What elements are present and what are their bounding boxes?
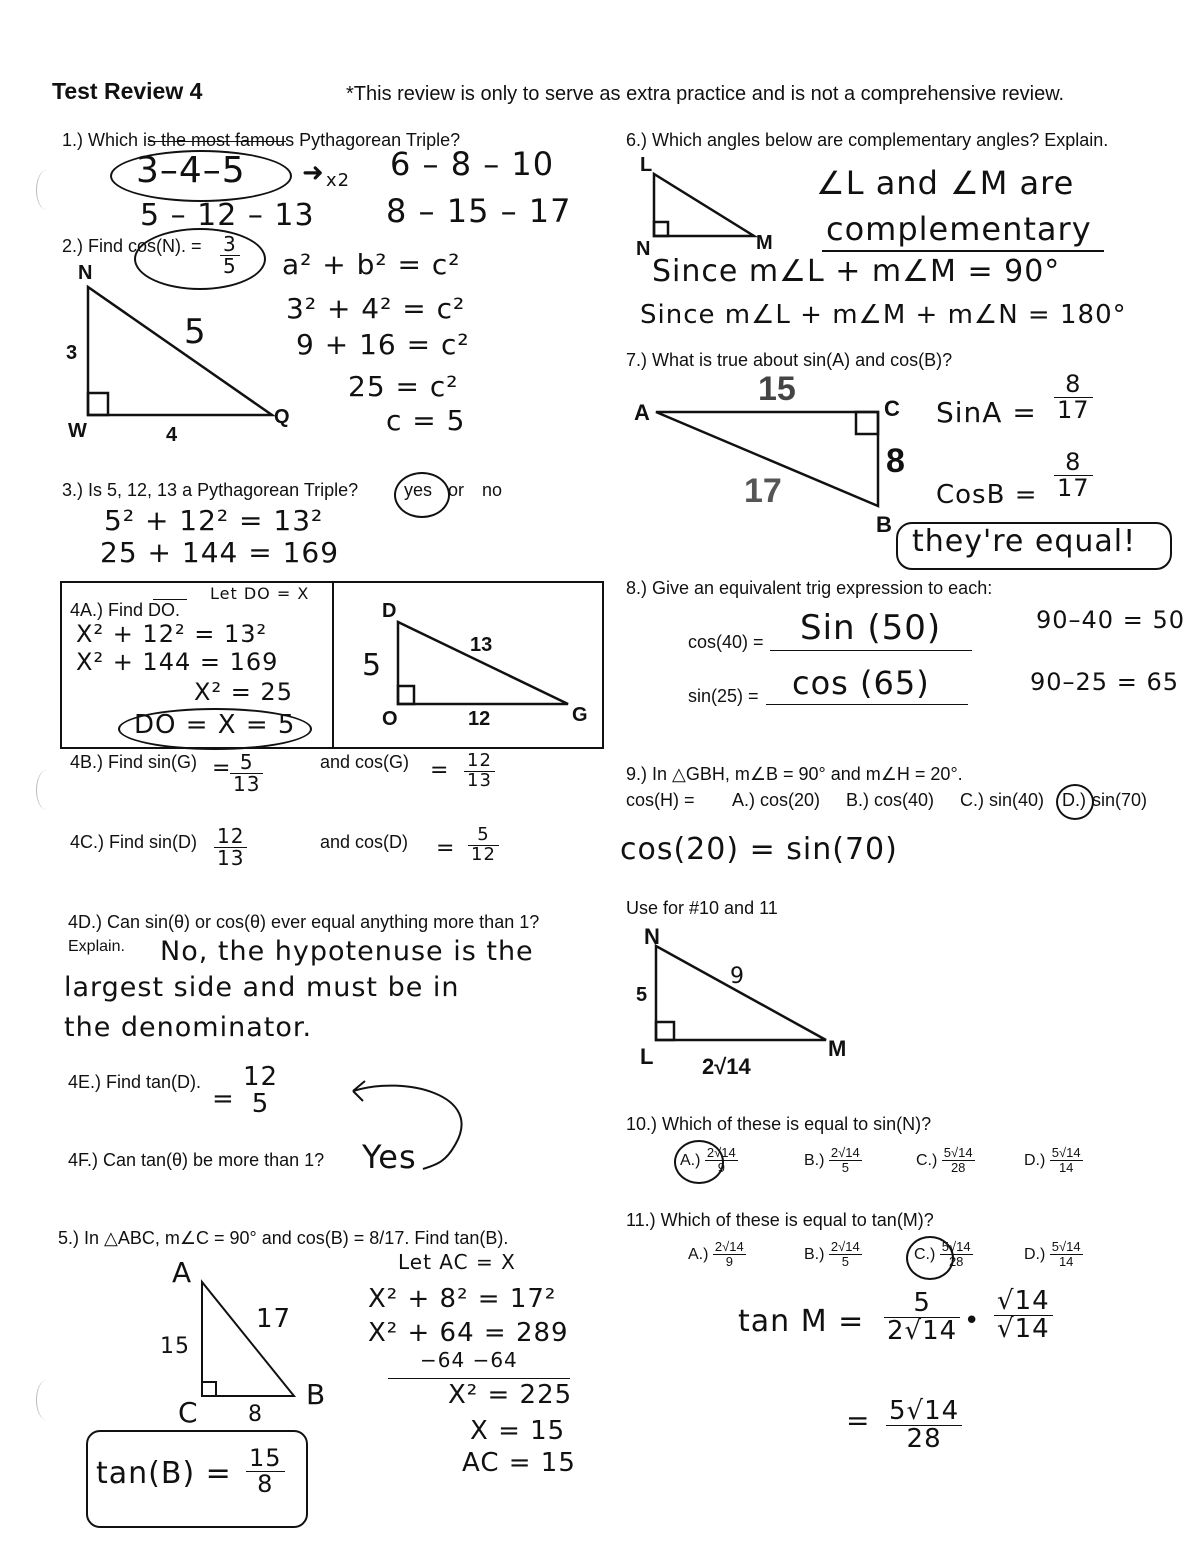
q9-prompt: cos(H) = bbox=[626, 790, 695, 810]
q5-work-2: X² + 64 = 289 bbox=[368, 1318, 569, 1348]
q5-answer-frac: $\frac{15}{8}$ bbox=[246, 1446, 285, 1497]
q5-label-a: A bbox=[172, 1256, 193, 1289]
nlm-side-nl: 5 bbox=[636, 984, 648, 1006]
use-for-label: Use for #10 and 11 bbox=[626, 898, 778, 918]
q4c-cos-label: and cos(D) bbox=[320, 832, 409, 852]
q9-choice-a: A.) cos(20) bbox=[732, 790, 821, 810]
q1-answer: 3–4–5 bbox=[136, 150, 246, 191]
q3-work-2: 25 + 144 = 169 bbox=[100, 536, 340, 569]
q4a-side-og: 12 bbox=[468, 708, 491, 730]
q7-label-a: A bbox=[634, 400, 650, 425]
nlm-side-lm: 2√14 bbox=[702, 1054, 751, 1079]
q5-let: Let AC = X bbox=[398, 1250, 516, 1274]
nlm-label-m: M bbox=[828, 1036, 847, 1061]
q4b-cos-answer: $\frac{12}{13}$ bbox=[464, 752, 495, 791]
q2-question: 2.) Find cos(N). = bbox=[62, 236, 202, 256]
nlm-triangle bbox=[640, 930, 860, 1060]
q11-question: 11.) Which of these is equal to tan(M)? bbox=[626, 1210, 934, 1230]
q5-label-b: B bbox=[306, 1378, 327, 1411]
q4f-answer: Yes bbox=[362, 1138, 417, 1176]
q4e-question: 4E.) Find tan(D). bbox=[68, 1072, 202, 1092]
q11-choice-a: A.) $\frac{2√14}{9}$ bbox=[688, 1239, 744, 1270]
q2-work-1: a² + b² = c² bbox=[282, 248, 461, 281]
q5-hyp: 17 bbox=[256, 1304, 292, 1334]
q9-work: cos(20) = sin(70) bbox=[620, 832, 898, 867]
q9-choice-d-letter: D.) bbox=[1062, 790, 1086, 810]
q10-choice-b: B.) $\frac{2√14}{5}$ bbox=[804, 1145, 860, 1176]
q5-answer-pre: tan(B) = bbox=[96, 1456, 232, 1491]
binder-hole bbox=[36, 770, 57, 810]
q5-work-3: −64 −64 bbox=[420, 1348, 518, 1372]
q8-row2-label: sin(25) = bbox=[688, 686, 759, 706]
q7-hyp: 17 bbox=[744, 472, 782, 510]
q3-work-1: 5² + 12² = 13² bbox=[104, 504, 324, 537]
q6-answer-line1: ∠L and ∠M are bbox=[816, 164, 1075, 202]
q9-choice-c: C.) sin(40) bbox=[960, 790, 1045, 810]
q10-choice-d: D.) $\frac{5√14}{14}$ bbox=[1024, 1145, 1081, 1176]
q4a-label-d: D bbox=[382, 600, 397, 622]
q4d-answer-line2: largest side and must be in bbox=[64, 972, 460, 1003]
q11-work-eq: = bbox=[846, 1404, 871, 1437]
q8-row1-answer: Sin (50) bbox=[800, 608, 942, 648]
q1-triple2: 6 – 8 – 10 bbox=[390, 145, 555, 183]
q6-label-n: N bbox=[636, 238, 651, 260]
q4a-divider bbox=[332, 581, 334, 747]
q5-side-cb: 8 bbox=[248, 1402, 263, 1427]
q3-question: 3.) Is 5, 12, 13 a Pythagorean Triple? bbox=[62, 480, 359, 500]
q4d-answer-line3: the denominator. bbox=[64, 1012, 313, 1043]
q4f-question: 4F.) Can tan(θ) be more than 1? bbox=[68, 1150, 325, 1170]
binder-hole bbox=[36, 170, 57, 210]
q6-answer-underline bbox=[822, 250, 1104, 252]
q4e-pre: = bbox=[212, 1084, 235, 1114]
q5-question: 5.) In △ABC, m∠C = 90° and cos(B) = 8/17. Find tan(B). bbox=[58, 1228, 509, 1248]
q9-choice-d-text: sin(70) bbox=[1092, 790, 1148, 810]
q6-answer-line3: Since m∠L + m∠M = 90° bbox=[652, 254, 1061, 289]
q4a-label-g: G bbox=[572, 704, 588, 726]
nlm-label-n: N bbox=[644, 924, 660, 949]
q4a-let: Let DO = X bbox=[210, 584, 310, 603]
q4b-sin-pre: = bbox=[212, 756, 232, 781]
q7-label-c: C bbox=[884, 396, 900, 421]
q4a-question: 4A.) Find DO. bbox=[70, 600, 181, 620]
q4d-explain: Explain. bbox=[68, 938, 125, 955]
q4c-cos-pre: = bbox=[436, 836, 456, 861]
q4b-cos-label: and cos(G) bbox=[320, 752, 410, 772]
q6-label-l: L bbox=[640, 154, 653, 176]
q4c-sin-label: 4C.) Find sin(D) bbox=[70, 832, 198, 852]
q2-side-wq: 4 bbox=[166, 424, 178, 446]
q8-row2-work: 90–25 = 65 bbox=[1030, 668, 1179, 696]
q4b-sin-answer: $\frac{5}{13}$ bbox=[230, 752, 263, 795]
q4b-sin-label: 4B.) Find sin(G) bbox=[70, 752, 198, 772]
q7-side-cb: 8 bbox=[886, 442, 905, 480]
q1-times: x2 bbox=[326, 170, 351, 191]
q11-choice-d: D.) $\frac{5√14}{14}$ bbox=[1024, 1239, 1081, 1270]
q4a-label-o: O bbox=[382, 708, 398, 730]
q11-work-frac2: $\frac{√14}{√14}$ bbox=[994, 1288, 1053, 1344]
q8-row2-line bbox=[766, 704, 968, 705]
q2-work-2: 3² + 4² = c² bbox=[286, 292, 466, 325]
q6-answer-line4: Since m∠L + m∠M + m∠N = 180° bbox=[640, 300, 1127, 330]
q1-triple4: 8 – 15 – 17 bbox=[386, 192, 572, 230]
q3-or: or bbox=[448, 480, 465, 500]
q4a-side-do: 5 bbox=[362, 648, 383, 683]
q8-row1-line bbox=[770, 650, 972, 651]
q6-answer-line2: complementary bbox=[826, 210, 1092, 248]
q4a-work-1: X² + 12² = 13² bbox=[76, 620, 268, 648]
q2-work-4: 25 = c² bbox=[348, 370, 459, 403]
q8-row1-work: 90–40 = 50 bbox=[1036, 606, 1185, 634]
q5-work-5: X = 15 bbox=[470, 1416, 566, 1446]
q7-cos-pre: CosB = bbox=[936, 480, 1038, 510]
q5-side-ac: 15 bbox=[160, 1334, 190, 1359]
q4a-hyp: 13 bbox=[470, 634, 493, 656]
q4c-cos-answer: $\frac{5}{12}$ bbox=[468, 826, 499, 865]
q1-triple3: 5 – 12 – 13 bbox=[140, 198, 315, 233]
q7-answer: they're equal! bbox=[912, 524, 1137, 559]
q1-strike bbox=[148, 141, 286, 142]
q10-choice-c: C.) $\frac{5√14}{28}$ bbox=[916, 1145, 973, 1176]
q11-choice-c: C.) $\frac{5√14}{28}$ bbox=[914, 1239, 971, 1270]
binder-hole bbox=[36, 1380, 57, 1420]
q7-cos-frac: $\frac{8}{17}$ bbox=[1054, 450, 1093, 501]
q7-sin-pre: SinA = bbox=[936, 396, 1037, 429]
q6-question: 6.) Which angles below are complementary angles? Explain. bbox=[626, 130, 1109, 150]
q3-yes: yes bbox=[404, 480, 433, 500]
q7-label-b: B bbox=[876, 512, 892, 537]
q10-choice-a: A.) $\frac{2√14}{9}$ bbox=[680, 1145, 736, 1176]
nlm-hyp: 9 bbox=[730, 964, 745, 989]
q5-work-6: AC = 15 bbox=[462, 1448, 576, 1478]
q9-question: 9.) In △GBH, m∠B = 90° and m∠H = 20°. bbox=[626, 764, 963, 784]
q8-question: 8.) Give an equivalent trig expression to each: bbox=[626, 578, 993, 598]
q11-work-dot: • bbox=[964, 1306, 981, 1336]
q2-label-q: Q bbox=[274, 406, 290, 428]
q7-question: 7.) What is true about sin(A) and cos(B)? bbox=[626, 350, 953, 370]
q11-work-frac3: $\frac{5√14}{28}$ bbox=[886, 1398, 962, 1454]
q8-row1-label: cos(40) = bbox=[688, 632, 764, 652]
q2-label-n: N bbox=[78, 262, 93, 284]
review-note: *This review is only to serve as extra practice and is not a comprehensive review. bbox=[346, 83, 1065, 105]
q4a-answer: DO = X = 5 bbox=[134, 710, 296, 740]
q2-work-3: 9 + 16 = c² bbox=[296, 328, 470, 361]
q5-label-c: C bbox=[178, 1396, 199, 1429]
q11-choice-b: B.) $\frac{2√14}{5}$ bbox=[804, 1239, 860, 1270]
q2-work-5: c = 5 bbox=[386, 404, 466, 437]
q7-side-ac: 15 bbox=[758, 370, 796, 408]
arrow-right-icon: ➜ bbox=[302, 158, 325, 188]
q1-question: 1.) Which is the most famous Pythagorean Triple? bbox=[62, 130, 461, 150]
q7-sin-frac: $\frac{8}{17}$ bbox=[1054, 372, 1093, 423]
q10-question: 10.) Which of these is equal to sin(N)? bbox=[626, 1114, 932, 1134]
q4e-answer: 12 5 bbox=[243, 1062, 279, 1120]
q11-work-pre: tan M = bbox=[738, 1304, 865, 1339]
q5-work-1: X² + 8² = 17² bbox=[368, 1284, 557, 1314]
q2-side-nw: 3 bbox=[66, 342, 78, 364]
q8-row2-answer: cos (65) bbox=[792, 664, 930, 702]
nlm-label-l: L bbox=[640, 1044, 654, 1069]
q4d-question: 4D.) Can sin(θ) or cos(θ) ever equal anything more than 1? bbox=[68, 912, 540, 932]
q4a-work-3: X² = 25 bbox=[194, 678, 293, 706]
q2-answer: $\frac{3}{5}$ bbox=[220, 234, 240, 277]
q4c-sin-answer: $\frac{12}{13}$ bbox=[214, 826, 247, 869]
q2-hyp: 5 bbox=[184, 312, 207, 352]
q11-work-frac1: $\frac{5}{2√14}$ bbox=[884, 1290, 960, 1346]
q4d-answer-line1: No, the hypotenuse is the bbox=[160, 936, 534, 967]
q5-work-4: X² = 225 bbox=[448, 1380, 573, 1410]
q4a-work-2: X² + 144 = 169 bbox=[76, 648, 279, 676]
q5-work-rule bbox=[388, 1378, 570, 1379]
q2-label-w: W bbox=[68, 420, 87, 442]
page-title: Test Review 4 bbox=[52, 78, 203, 104]
q4b-cos-pre: = bbox=[430, 758, 450, 783]
q6-label-m: M bbox=[756, 232, 773, 254]
q4a-overline bbox=[153, 599, 187, 600]
q9-choice-b: B.) cos(40) bbox=[846, 790, 935, 810]
q3-no: no bbox=[482, 480, 503, 500]
